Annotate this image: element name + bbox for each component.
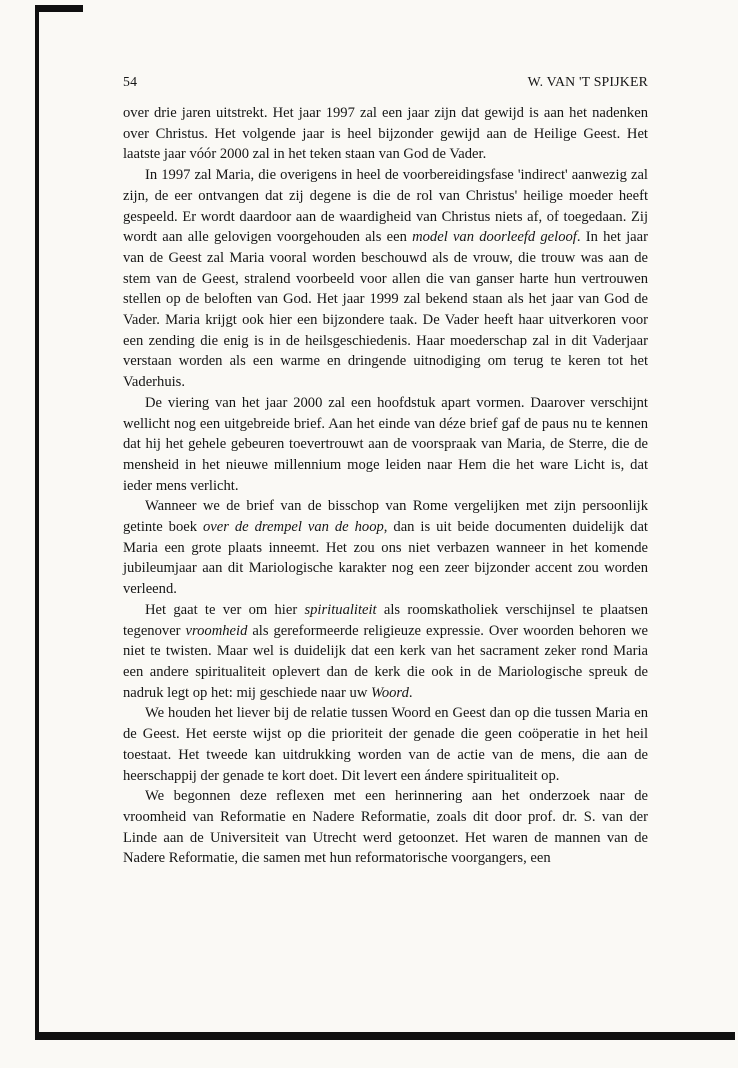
page-body [123,103,648,869]
italic-text-run: model van doorleefd geloof [412,229,577,246]
text-run: We begonnen deze reflexen met een herinnering aan het onderzoek naar de vroomheid van Reformatie en Nadere Reformatie, zoals dit door prof. dr. S. van der Linde aan de Universiteit van Utrecht werd getoonzet. Het waren de mannen van de Nadere Reformatie, die samen met hun reformatorische voorgangers, een [123,788,648,867]
scan-edge-top-left [35,5,83,12]
text-run: als roomskatholiek verschijnsel te plaatsen tegenover [123,601,648,639]
paragraph [123,103,648,165]
text-run: over drie jaren uitstrekt. Het jaar 1997 zal een jaar zijn dat gewijd is aan het nadenken over Christus. Het volgende jaar is heel bijzonder gewijd aan de Heilige Geest. Het laatste jaar vóór 2000 zal in het teken staan van God de Vader. [123,105,648,163]
text-run: Het gaat te ver om hier [145,601,305,618]
paragraph [123,786,648,869]
text-run: als gereformeerde religieuze expressie. Over woorden behoren we niet te twisten. Maar wel is duidelijk dat een kerk van het sacrament zeker rond Maria een andere spiritualiteit oplevert dan de kerk die ook in de Mariologische spreuk de nadruk legt op het: mij geschiede naar uw [123,622,649,701]
text-run: De viering van het jaar 2000 zal een hoofdstuk apart vormen. Daarover verschijnt wellicht nog een uitgebreide brief. Aan het einde van déze brief gaf de paus nu te kennen dat hij het gehele gebeuren toevertrouwt aan de voorspraak van Maria, de Sterre, die de mensheid in het nieuwe millennium moge leiden naar Hem die het ware Licht is, dat ieder mens verlicht. [123,394,648,494]
italic-text-run: spiritualiteit [304,601,377,618]
running-head: W. VAN 'T SPIJKER [527,74,648,89]
text-run: In 1997 zal Maria, die overigens in heel de voorbereidingsfase 'indirect' aanwezig zal zijn, de eer ontvangen dat zij degene is die de rol van Christus' heilige moeder heeft gespeeld. Er wordt daardoor aan de waardigheid van Christus niets af, of toegedaan. Zij wordt aan alle gelovigen voorgehouden als een [123,167,648,246]
paragraph [123,393,648,497]
text-run: Wanneer we de brief van de bisschop van Rome vergelijken met zijn persoonlijk getinte boek [123,498,648,536]
paragraph [123,600,648,704]
scan-edge-left [35,5,39,1040]
paragraph [123,496,648,600]
page-header [123,74,648,90]
page-number: 54 [123,74,138,89]
italic-text-run: Woord [371,684,409,701]
paragraph [123,165,648,393]
text-run: , dan is uit beide documenten duidelijk dat Maria een grote plaats inneemt. Het zou ons niet verbazen wanneer in het komende jubileumjaar aan dit Mariologische karakter nog een zeer bijzonder accent zou worden verleend. [123,519,648,598]
text-run: . [408,684,413,701]
italic-text-run: over de drempel van de hoop [203,519,384,536]
paragraph [123,703,648,786]
italic-text-run: vroomheid [185,622,248,639]
text-run: . In het jaar van de Geest zal Maria vooral worden beschouwd als de vrouw, die trouw was aan de stem van de Geest, stralend voorbeeld voor allen die van ganser harte hun vertrouwen stellen op de beloften van God. Het jaar 1999 zal bekend staan als het jaar van God de Vader. Maria krijgt ook hier een bijzondere taak. De Vader heeft haar uitverkoren voor een zending die enig is in de heilsgeschiedenis. Haar moederschap zal in dit Vaderjaar verstaan worden als een warme en dringende uitnodiging om terug te keren tot het Vaderhuis. [123,229,648,391]
text-run: We houden het liever bij de relatie tussen Woord en Geest dan op die tussen Maria en de Geest. Het eerste wijst op die prioriteit der genade die geen coöperatie in het heil toestaat. Het tweede kan uitdrukking worden van de actie van de mens, die aan de heerschappij der genade te kort doet. Dit levert een ándere spiritualiteit op. [123,705,648,784]
scan-edge-bottom [35,1032,735,1040]
